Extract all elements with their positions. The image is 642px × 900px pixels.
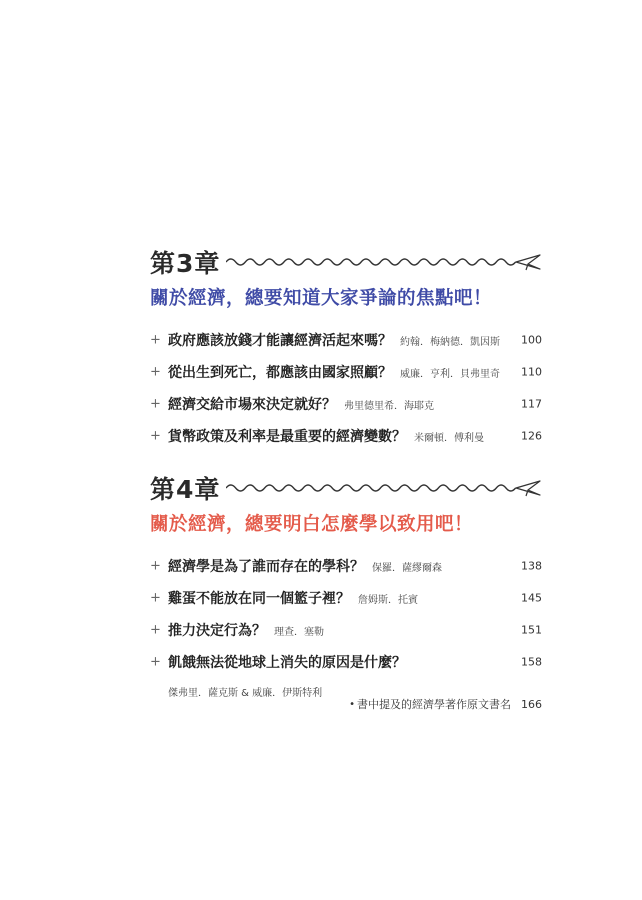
entry-page: 117: [521, 397, 542, 411]
toc-entry[interactable]: [150, 420, 542, 452]
toc-entry[interactable]: [150, 646, 542, 678]
chapter-4: [150, 470, 542, 702]
chapter-title: 關於經濟，總要明白怎麼學以致用吧！: [150, 514, 474, 535]
entry-page: 151: [521, 623, 542, 637]
squiggle-line-icon: [226, 254, 516, 270]
entry-title: 經濟學是為了誰而存在的學科？: [168, 559, 364, 575]
entry-page: 110: [521, 365, 542, 379]
toc-entry[interactable]: [150, 356, 542, 388]
appendix-entry[interactable]: [349, 696, 542, 712]
entry-title: 雞蛋不能放在同一個籃子裡？: [168, 591, 350, 607]
chapter-label: 第3章: [150, 249, 221, 278]
entry-page: 158: [521, 655, 542, 669]
entry-page: 138: [521, 559, 542, 573]
plus-icon: +: [150, 590, 161, 606]
chapter-header: [150, 470, 542, 506]
entry-title: 推力決定行為？: [168, 623, 266, 639]
bullet-icon: •: [349, 698, 355, 710]
entry-author: 約翰．梅納德．凱因斯: [400, 336, 500, 348]
toc-entry[interactable]: [150, 550, 542, 582]
toc-entry[interactable]: [150, 582, 542, 614]
entry-title: 政府應該放錢才能讓經濟活起來嗎？: [168, 333, 392, 349]
chapter-label: 第4章: [150, 475, 221, 504]
entry-author: 保羅．薩繆爾森: [372, 562, 442, 574]
paper-plane-icon: [514, 252, 542, 272]
entry-title: 貨幣政策及利率是最重要的經濟變數？: [168, 429, 406, 445]
plus-icon: +: [150, 332, 161, 348]
entry-author: 威廉．亨利．貝弗里奇: [400, 368, 500, 380]
entry-page: 126: [521, 429, 542, 443]
entry-page: 100: [521, 333, 542, 347]
appendix-page: 166: [521, 697, 542, 711]
entry-page: 145: [521, 591, 542, 605]
squiggle-line-icon: [226, 480, 516, 496]
toc-entry[interactable]: [150, 324, 542, 356]
appendix-label: 書中提及的經濟學著作原文書名: [357, 698, 511, 711]
plus-icon: +: [150, 428, 161, 444]
plus-icon: +: [150, 558, 161, 574]
toc-entry[interactable]: [150, 388, 542, 420]
entry-author: 米爾頓．傅利曼: [414, 432, 484, 444]
entry-title: 經濟交給市場來決定就好？: [168, 397, 336, 413]
toc-list: [150, 324, 542, 452]
plus-icon: +: [150, 654, 161, 670]
plus-icon: +: [150, 364, 161, 380]
paper-plane-icon: [514, 478, 542, 498]
chapter-title: 關於經濟，總要知道大家爭論的焦點吧！: [150, 288, 493, 309]
entry-title: 從出生到死亡，都應該由國家照顧？: [168, 365, 392, 381]
plus-icon: +: [150, 622, 161, 638]
chapter-3: [150, 244, 542, 452]
chapter-header: [150, 244, 542, 280]
toc-entry[interactable]: [150, 614, 542, 646]
entry-author: 理查．塞勒: [274, 626, 324, 638]
entry-author-secondary: 傑弗里．薩克斯 & 威廉．伊斯特利: [168, 687, 323, 699]
entry-author: 詹姆斯．托賓: [358, 594, 418, 606]
entry-author: 弗里德里希．海耶克: [344, 400, 434, 412]
plus-icon: +: [150, 396, 161, 412]
entry-title: 飢餓無法從地球上消失的原因是什麼？: [168, 655, 406, 671]
toc-list: [150, 550, 542, 702]
